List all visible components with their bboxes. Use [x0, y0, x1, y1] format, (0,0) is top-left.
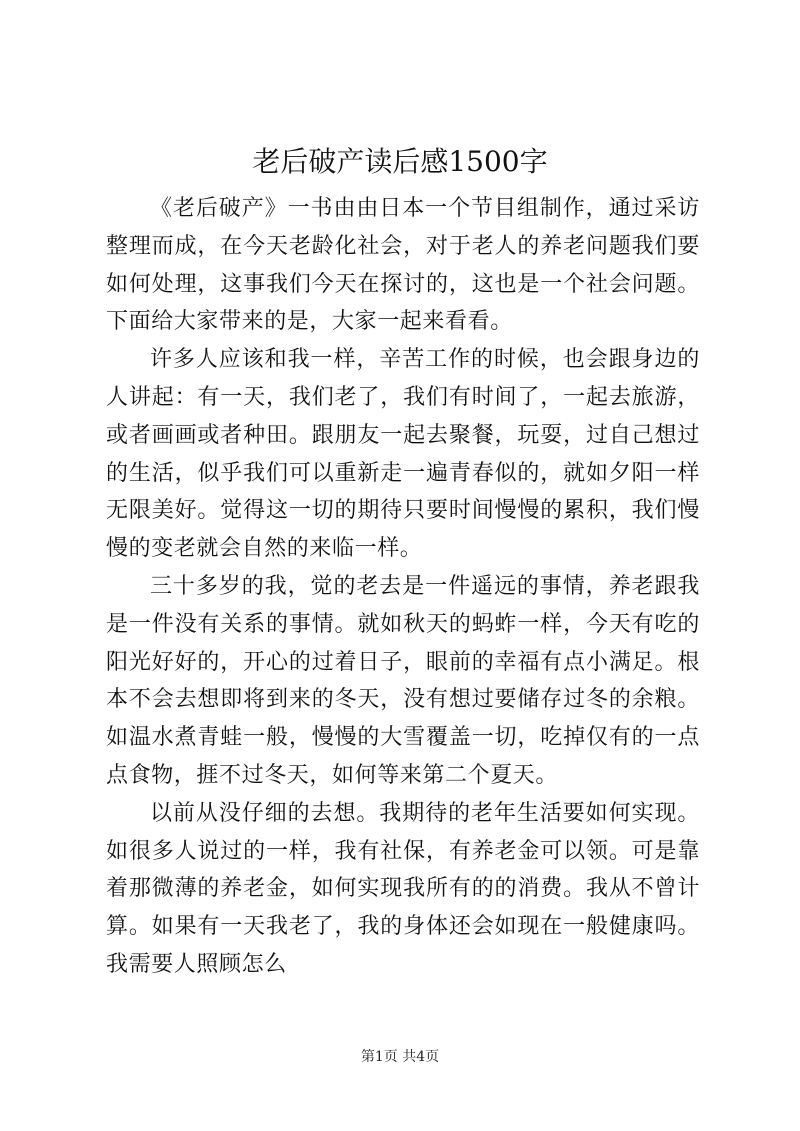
page-footer: 第1页 共4页	[360, 1049, 440, 1065]
document-title: 老后破产读后感1500字	[252, 145, 548, 178]
paragraph-2: 许多人应该和我一样，辛苦工作的时候，也会跟身边的人讲起：有一天，我们老了，我们有时间了，一起去旅游，或者画画或者种田。跟朋友一起去聚餐，玩耍，过自己想过的生活，似乎我们可以重新走一遍青春似的，就如夕阳一样无限美好。觉得这一切的期待只要时间慢慢的累积，我们慢慢的变老就会自然的来临一样。	[106, 347, 700, 562]
paragraph-4: 以前从没仔细的去想。我期待的老年生活要如何实现。如很多人说过的一样，我有社保，有养老金可以领。可是靠着那微薄的养老金，如何实现我所有的的消费。我从不曾计算。如果有一天我老了，我的身体还会如现在一般健康吗。我需要人照顾怎么	[106, 800, 700, 977]
document-body	[106, 190, 700, 984]
paragraph-3: 三十多岁的我，觉的老去是一件遥远的事情，养老跟我是一件没有关系的事情。就如秋天的蚂蚱一样，今天有吃的阳光好好的，开心的过着日子，眼前的幸福有点小满足。根本不会去想即将到来的冬天，没有想过要储存过冬的余粮。如温水煮青蛙一般，慢慢的大雪覆盖一切，吃掉仅有的一点点食物，捱不过冬天，如何等来第二个夏天。	[106, 573, 700, 788]
paragraph-1: 《老后破产》一书由由日本一个节目组制作，通过采访整理而成，在今天老龄化社会，对于老人的养老问题我们要如何处理，这事我们今天在探讨的，这也是一个社会问题。下面给大家带来的是，大家一起来看看。	[106, 196, 700, 335]
